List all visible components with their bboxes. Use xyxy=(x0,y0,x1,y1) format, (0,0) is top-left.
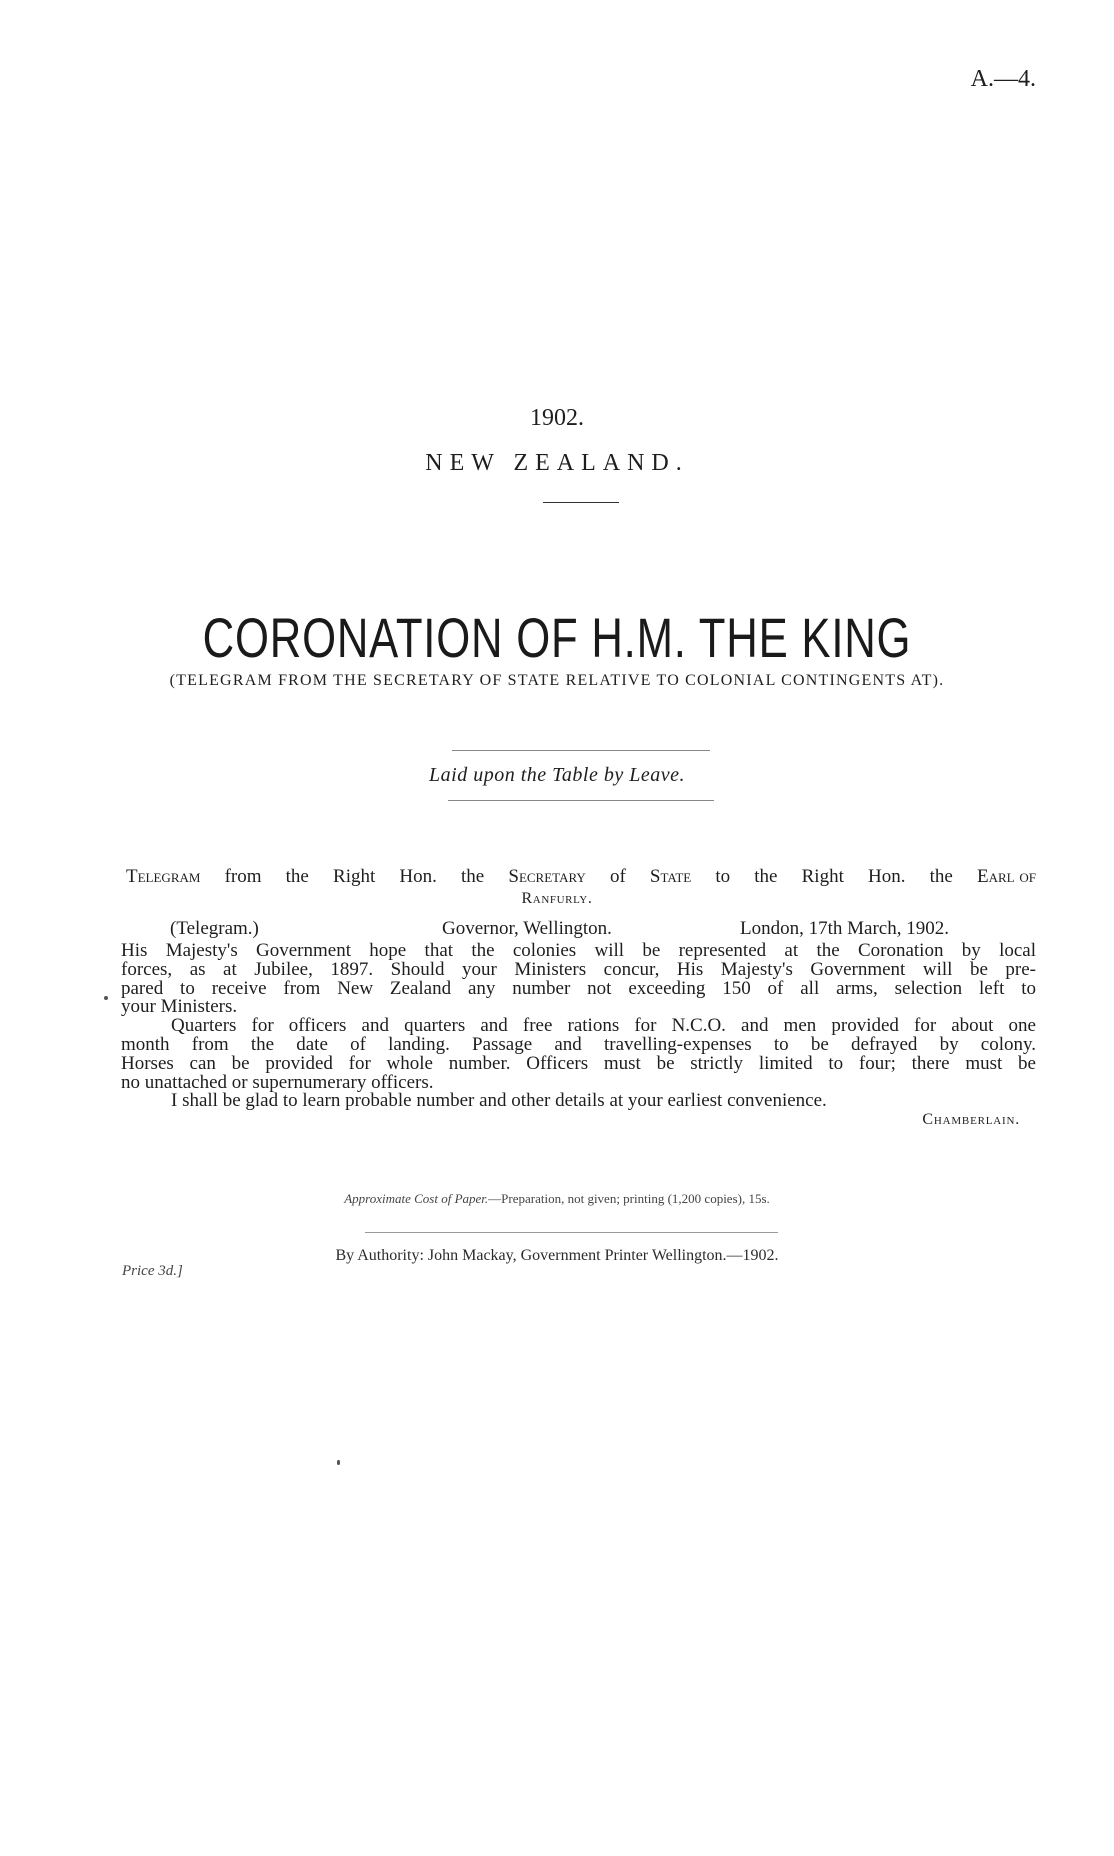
price-note: Price 3d.] xyxy=(122,1263,183,1279)
heading-recipient: Ranfurly. xyxy=(521,890,593,907)
body-line: your Ministers. xyxy=(121,996,238,1018)
cost-label: Approximate Cost of Paper. xyxy=(344,1191,489,1206)
telegram-recipient: Governor, Wellington. xyxy=(442,918,612,939)
heading-word: Hon. xyxy=(399,866,437,887)
body-line: Horses can be provided for whole number. Officers must be strictly limited to four; there must be xyxy=(121,1052,1036,1074)
heading-word: Right xyxy=(333,866,376,887)
heading-word: State xyxy=(649,866,692,887)
heading-word: Hon. xyxy=(868,866,906,887)
heading-word: from xyxy=(224,866,262,887)
printer-authority: By Authority: John Mackay, Government Printer Wellington.—1902. xyxy=(335,1247,779,1264)
subtitle: (TELEGRAM FROM THE SECRETARY OF STATE RELATIVE TO COLONIAL CONTINGENTS AT). xyxy=(169,672,945,689)
body-line: forces, as at Jubilee, 1897. Should your Ministers concur, His Majesty's Government will be pre- xyxy=(121,958,1036,980)
body-line: no unattached or supernumerary officers. xyxy=(121,1071,434,1093)
telegram-body xyxy=(121,942,1036,1130)
heading-word: the xyxy=(754,866,778,887)
leave-rule-bottom xyxy=(448,800,714,801)
heading-word: Earl of xyxy=(976,866,1036,887)
leave-rule-top xyxy=(452,750,710,751)
heading-word: the xyxy=(285,866,309,887)
signature: Chamberlain. xyxy=(922,1111,1020,1129)
body-line: pared to receive from New Zealand any number not exceeding 150 of all arms, selection left to xyxy=(121,977,1036,999)
telegram-label: (Telegram.) xyxy=(170,918,259,939)
body-line: His Majesty's Government hope that the colonies will be represented at the Coronation by local xyxy=(121,940,1036,961)
speck-mark xyxy=(104,996,108,1000)
speck-mark xyxy=(337,1460,340,1465)
heading-word: of xyxy=(609,866,626,887)
heading-word: Secretary xyxy=(508,866,586,887)
cost-text: —Preparation, not given; printing (1,200 copies), 15s. xyxy=(488,1191,770,1206)
footer-rule xyxy=(365,1232,778,1233)
title-divider xyxy=(543,502,619,503)
document-year: 1902. xyxy=(530,405,584,431)
telegram-heading xyxy=(126,866,1036,888)
heading-word: to xyxy=(715,866,731,887)
main-title: CORONATION OF H.M. THE KING xyxy=(202,606,912,669)
heading-word: the xyxy=(929,866,953,887)
telegram-date: London, 17th March, 1902. xyxy=(740,918,949,939)
body-line: I shall be glad to learn probable number and other details at your earliest convenience. xyxy=(171,1090,827,1112)
document-reference: A.—4. xyxy=(970,66,1036,92)
laid-upon-table-note: Laid upon the Table by Leave. xyxy=(429,764,685,786)
body-line: month from the date of landing. Passage and travelling-expenses to be defrayed by colony. xyxy=(121,1033,1036,1055)
cost-note xyxy=(0,1191,1114,1207)
heading-word: the xyxy=(461,866,485,887)
body-line: Quarters for officers and quarters and free rations for N.C.O. and men provided for about one xyxy=(171,1015,1036,1037)
heading-word: Right xyxy=(801,866,844,887)
heading-word: Telegram xyxy=(126,866,201,887)
country-heading: NEW ZEALAND. xyxy=(425,450,689,476)
